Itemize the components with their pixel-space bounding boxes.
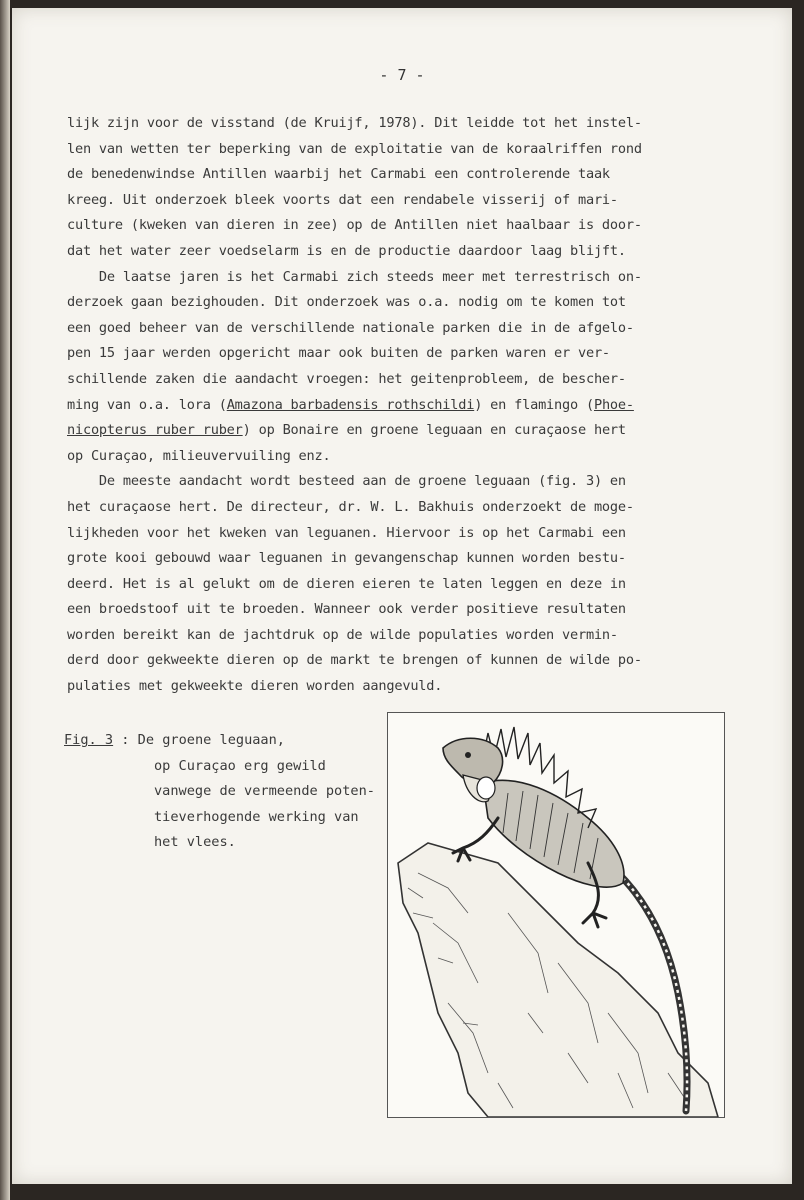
figure-label: Fig. 3 [64, 732, 114, 748]
text-line: De laatse jaren is het Carmabi zich steeds meer met terrestrisch on- [67, 268, 642, 285]
text-line: op Curaçao, milieuvervuiling enz. [67, 447, 331, 464]
text-line: het curaçaose hert. De directeur, dr. W. L. Bakhuis onderzoekt de moge- [67, 498, 634, 515]
text-line: lijkheden voor het kweken van leguanen. Hiervoor is op het Carmabi een [67, 524, 626, 541]
text-line [67, 393, 707, 419]
text-line: worden bereikt kan de jachtdruk op de wilde populaties worden vermin- [67, 626, 618, 643]
text-line: culture (kweken van dieren in zee) op de Antillen niet haalbaar is door- [67, 217, 642, 234]
page-edge [0, 0, 10, 1200]
text-line: een goed beheer van de verschillende nationale parken die in de afgelo- [67, 319, 634, 336]
text-line: kreeg. Uit onderzoek bleek voorts dat een rendabele visserij of mari- [67, 191, 618, 208]
species-name-flamingo-end: nicopterus ruber ruber [67, 422, 243, 439]
figure-frame [387, 712, 725, 1118]
body-text [67, 111, 707, 700]
text-segment: ) op Bonaire en groene leguaan en curaçaose hert [242, 422, 626, 439]
text-line: derzoek gaan bezighouden. Dit onderzoek was o.a. nodig om te komen tot [67, 294, 626, 311]
text-line: pulaties met gekweekte dieren worden aangevuld. [67, 678, 443, 695]
text-line: len van wetten ter beperking van de exploitatie van de koraalriffen rond [67, 140, 642, 157]
iguana-illustration-icon [388, 713, 724, 1117]
text-line: schillende zaken die aandacht vroegen: het geitenprobleem, de bescher- [67, 370, 626, 387]
text-line: lijk zijn voor de visstand (de Kruijf, 1978). Dit leidde tot het instel- [67, 115, 642, 131]
page-number: - 7 - [379, 66, 425, 84]
text-line: pen 15 jaar werden opgericht maar ook buiten de parken waren er ver- [67, 345, 610, 362]
caption-separator: : [113, 732, 138, 748]
text-line: De meeste aandacht wordt besteed aan de groene leguaan (fig. 3) en [67, 473, 626, 490]
caption-line: op Curaçao erg gewild [154, 757, 326, 774]
caption-line: tieverhogende werking van [154, 808, 359, 825]
text-segment: ) en flamingo ( [474, 396, 594, 413]
text-line: de benedenwindse Antillen waarbij het Carmabi een controlerende taak [67, 166, 610, 183]
caption-text: De groene leguaan, [137, 732, 285, 748]
text-line: derd door gekweekte dieren op de markt te brengen of kunnen de wilde po- [67, 652, 642, 669]
caption-line: vanwege de vermeende poten- [154, 783, 375, 800]
text-line: dat het water zeer voedselarm is en de productie daardoor laag blijft. [67, 242, 626, 259]
document-page [12, 8, 792, 1184]
iguana-eye [465, 752, 471, 758]
species-name-lora: Amazona barbadensis rothschildi [226, 396, 475, 413]
caption-line: het vlees. [154, 834, 236, 851]
text-line: deerd. Het is al gelukt om de dieren eieren te laten leggen en deze in [67, 575, 626, 592]
text-segment: ming van o.a. lora ( [67, 396, 227, 413]
species-name-flamingo-start: Phoe- [593, 396, 634, 413]
text-line [67, 418, 707, 444]
text-line: grote kooi gebouwd waar leguanen in gevangenschap kunnen worden bestu- [67, 550, 626, 567]
figure-caption [64, 728, 384, 856]
text-line: een broedstoof uit te broeden. Wanneer ook verder positieve resultaten [67, 601, 626, 618]
caption-line [64, 728, 384, 754]
